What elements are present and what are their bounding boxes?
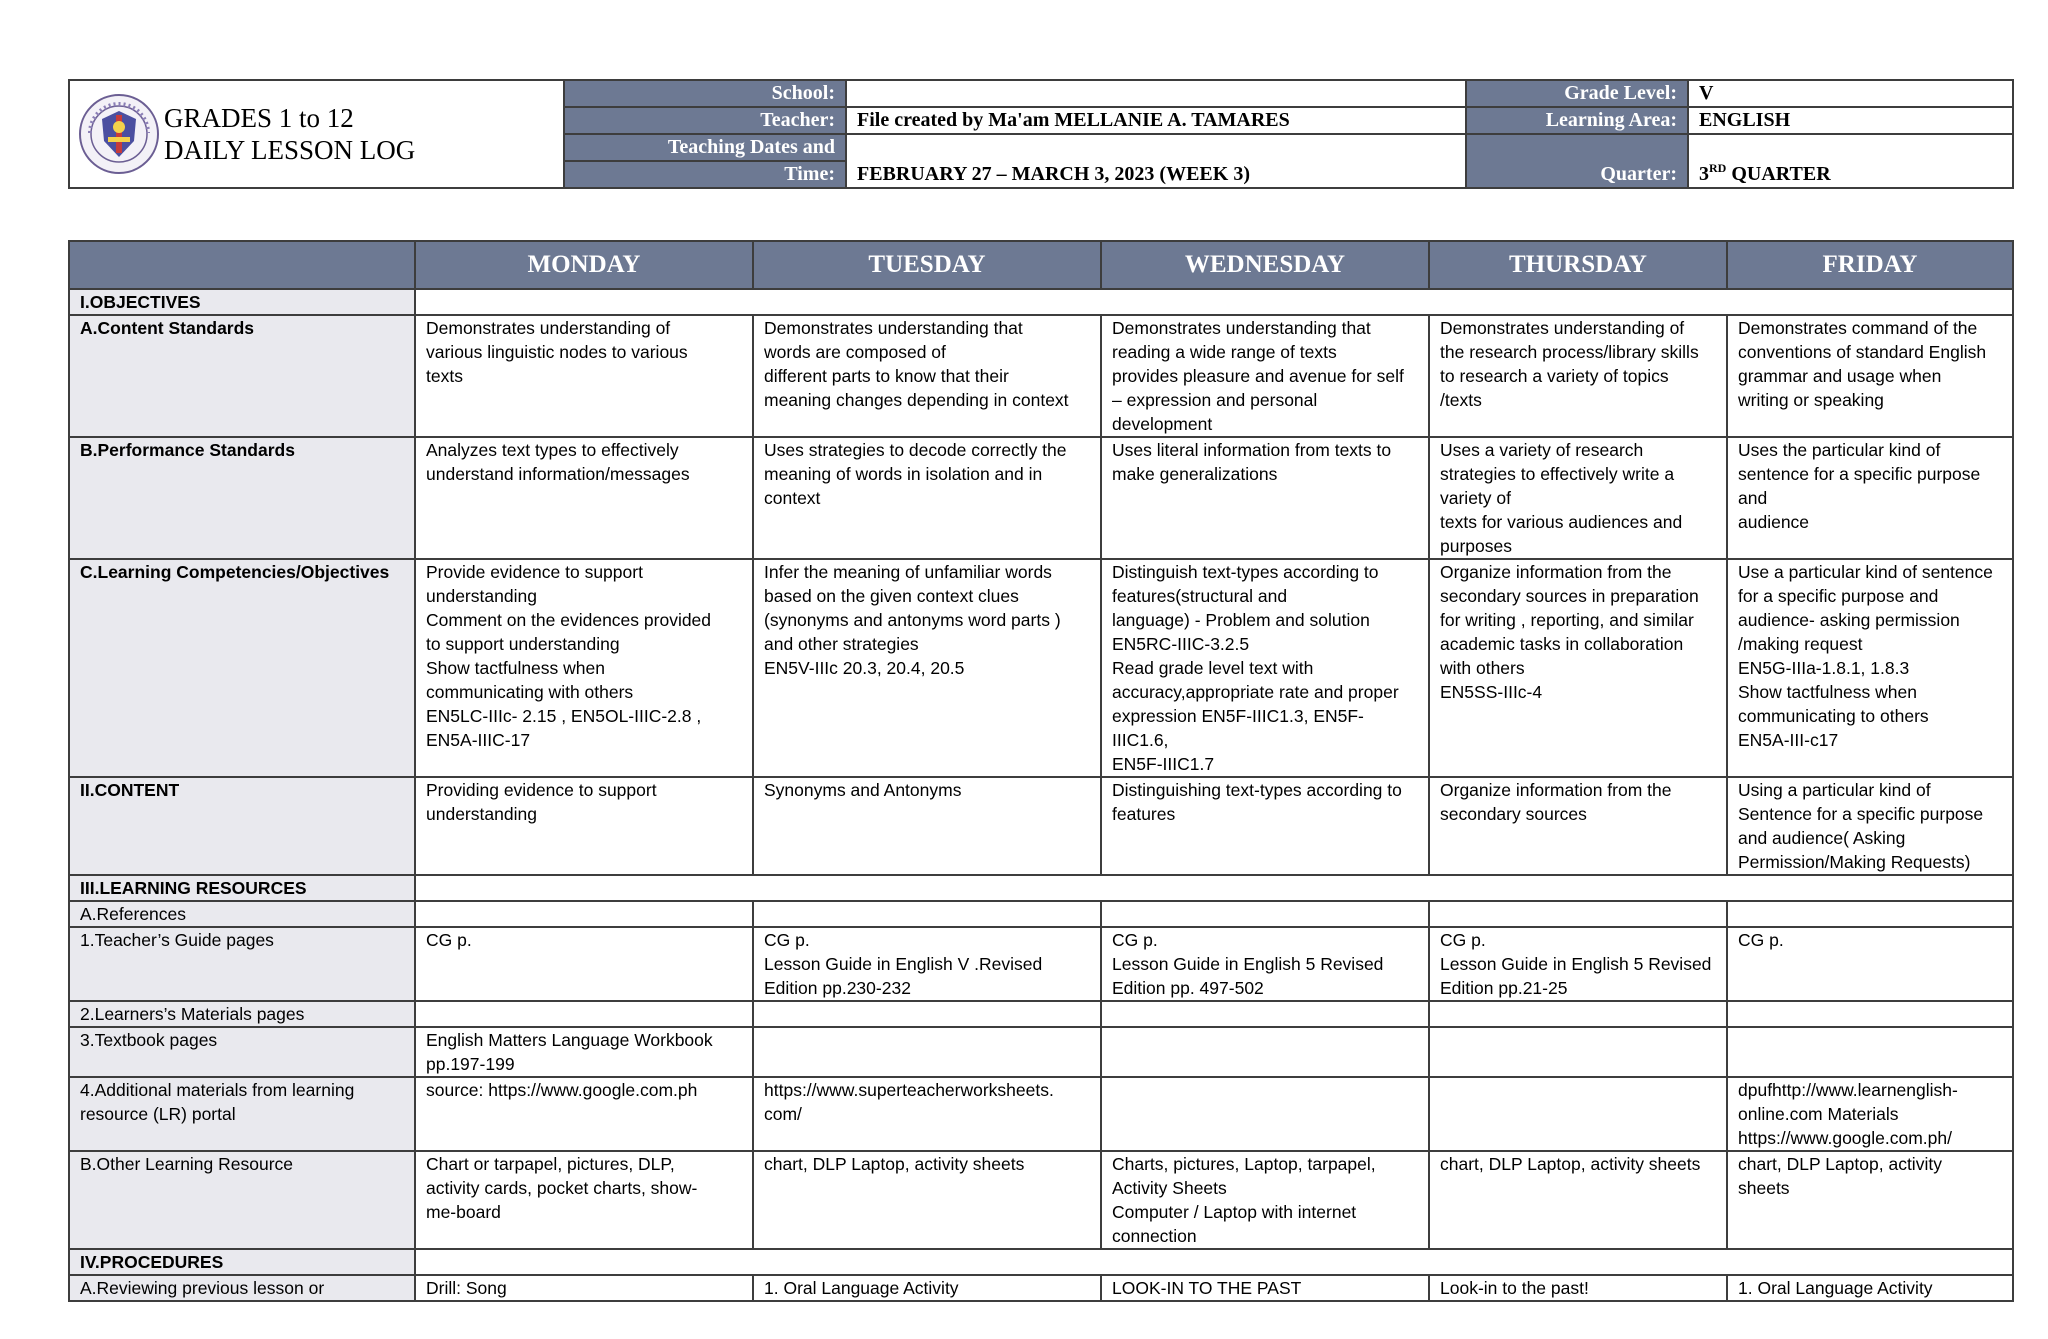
lesson-log-table bbox=[68, 240, 2014, 1302]
section-resources: III.LEARNING RESOURCES bbox=[69, 875, 415, 901]
content-friday: Using a particular kind of Sentence for a specific purpose and audience( Asking Permission/Making Requests) bbox=[1727, 777, 2013, 875]
lm-pages-wednesday bbox=[1101, 1001, 1429, 1027]
textbook-pages-friday bbox=[1727, 1027, 2013, 1077]
performance-standards-friday: Uses the particular kind of sentence for a specific purpose and audience bbox=[1727, 437, 2013, 559]
teacher-label: Teacher: bbox=[564, 107, 846, 134]
competencies-tuesday: Infer the meaning of unfamiliar words based on the given context clues (synonyms and antonyms word parts ) and other strategies EN5V-IIIc 20.3, 20.4, 20.5 bbox=[753, 559, 1101, 777]
content-thursday: Organize information from the secondary sources bbox=[1429, 777, 1727, 875]
deped-seal-icon bbox=[78, 93, 160, 175]
textbook-pages-wednesday bbox=[1101, 1027, 1429, 1077]
reviewing-monday: Drill: Song bbox=[415, 1275, 753, 1301]
tg-pages-thursday: CG p. Lesson Guide in English 5 Revised Edition pp.21-25 bbox=[1429, 927, 1727, 1001]
title-line1: GRADES 1 to 12 bbox=[164, 103, 354, 133]
section-objectives-fill bbox=[415, 289, 2013, 315]
performance-standards-wednesday: Uses literal information from texts to make generalizations bbox=[1101, 437, 1429, 559]
additional-materials-tuesday: https://www.superteacherworksheets. com/ bbox=[753, 1077, 1101, 1151]
reviewing-friday: 1. Oral Language Activity bbox=[1727, 1275, 2013, 1301]
section-resources-fill bbox=[415, 875, 2013, 901]
row-label-additional-materials: 4.Additional materials from learning resource (LR) portal bbox=[69, 1077, 415, 1151]
quarter-label: Quarter: bbox=[1466, 134, 1688, 188]
dates-label-line1: Teaching Dates and bbox=[564, 134, 846, 161]
content-monday: Providing evidence to support understanding bbox=[415, 777, 753, 875]
lm-pages-monday bbox=[415, 1001, 753, 1027]
tg-pages-monday: CG p. bbox=[415, 927, 753, 1001]
section-content: II.CONTENT bbox=[69, 777, 415, 875]
references-tuesday bbox=[753, 901, 1101, 927]
section-objectives: I.OBJECTIVES bbox=[69, 289, 415, 315]
additional-materials-monday: source: https://www.google.com.ph bbox=[415, 1077, 753, 1151]
references-friday bbox=[1727, 901, 2013, 927]
quarter-suffix: RD bbox=[1709, 161, 1727, 175]
day-header-wednesday: WEDNESDAY bbox=[1101, 241, 1429, 289]
competencies-friday: Use a particular kind of sentence for a specific purpose and audience- asking permission /making request EN5G-IIIa-1.8.1, 1.8.3 Show tactfulness when communicating to others EN5A-III-c17 bbox=[1727, 559, 2013, 777]
day-header-blank bbox=[69, 241, 415, 289]
other-resources-monday: Chart or tarpapel, pictures, DLP, activity cards, pocket charts, show- me-board bbox=[415, 1151, 753, 1249]
row-label-lm-pages: 2.Learners’s Materials pages bbox=[69, 1001, 415, 1027]
teacher-value: File created by Ma'am MELLANIE A. TAMARES bbox=[846, 107, 1466, 134]
title-cell bbox=[69, 80, 564, 188]
school-label: School: bbox=[564, 80, 846, 107]
reviewing-tuesday: 1. Oral Language Activity bbox=[753, 1275, 1101, 1301]
learning-area-label: Learning Area: bbox=[1466, 107, 1688, 134]
row-label-reviewing: A.Reviewing previous lesson or bbox=[69, 1275, 415, 1301]
content-tuesday: Synonyms and Antonyms bbox=[753, 777, 1101, 875]
row-label-performance-standards: B.Performance Standards bbox=[69, 437, 415, 559]
textbook-pages-tuesday bbox=[753, 1027, 1101, 1077]
reviewing-thursday: Look-in to the past! bbox=[1429, 1275, 1727, 1301]
quarter-value bbox=[1688, 134, 2013, 188]
lm-pages-tuesday bbox=[753, 1001, 1101, 1027]
performance-standards-monday: Analyzes text types to effectively understand information/messages bbox=[415, 437, 753, 559]
other-resources-thursday: chart, DLP Laptop, activity sheets bbox=[1429, 1151, 1727, 1249]
performance-standards-thursday: Uses a variety of research strategies to effectively write a variety of texts for various audiences and purposes bbox=[1429, 437, 1727, 559]
tg-pages-tuesday: CG p. Lesson Guide in English V .Revised Edition pp.230-232 bbox=[753, 927, 1101, 1001]
quarter-word: QUARTER bbox=[1731, 163, 1831, 185]
performance-standards-tuesday: Uses strategies to decode correctly the meaning of words in isolation and in context bbox=[753, 437, 1101, 559]
tg-pages-friday: CG p. bbox=[1727, 927, 2013, 1001]
other-resources-tuesday: chart, DLP Laptop, activity sheets bbox=[753, 1151, 1101, 1249]
content-standards-monday: Demonstrates understanding of various linguistic nodes to various texts bbox=[415, 315, 753, 437]
tg-pages-wednesday: CG p. Lesson Guide in English 5 Revised Edition pp. 497-502 bbox=[1101, 927, 1429, 1001]
section-procedures-fill bbox=[415, 1249, 2013, 1275]
day-header-tuesday: TUESDAY bbox=[753, 241, 1101, 289]
content-standards-friday: Demonstrates command of the conventions of standard English grammar and usage when writing or speaking bbox=[1727, 315, 2013, 437]
additional-materials-wednesday bbox=[1101, 1077, 1429, 1151]
row-label-tg-pages: 1.Teacher’s Guide pages bbox=[69, 927, 415, 1001]
header-table bbox=[68, 79, 2014, 189]
school-value bbox=[846, 80, 1466, 107]
section-procedures: IV.PROCEDURES bbox=[69, 1249, 415, 1275]
day-header-thursday: THURSDAY bbox=[1429, 241, 1727, 289]
row-label-competencies: C.Learning Competencies/Objectives bbox=[69, 559, 415, 777]
learning-area-value: ENGLISH bbox=[1688, 107, 2013, 134]
row-label-other-resources: B.Other Learning Resource bbox=[69, 1151, 415, 1249]
quarter-ordinal: 3 bbox=[1699, 163, 1709, 185]
additional-materials-thursday bbox=[1429, 1077, 1727, 1151]
dates-value: FEBRUARY 27 – MARCH 3, 2023 (WEEK 3) bbox=[846, 134, 1466, 188]
grade-level-label: Grade Level: bbox=[1466, 80, 1688, 107]
competencies-monday: Provide evidence to support understanding Comment on the evidences provided to support understanding Show tactfulness when communicating with others EN5LC-IIIc- 2.15 , EN5OL-IIIC-2.8 , EN5A-IIIC-17 bbox=[415, 559, 753, 777]
references-wednesday bbox=[1101, 901, 1429, 927]
competencies-thursday: Organize information from the secondary sources in preparation for writing , reporting, and similar academic tasks in collaboration with others EN5SS-IIIc-4 bbox=[1429, 559, 1727, 777]
title-line2: DAILY LESSON LOG bbox=[164, 135, 416, 165]
day-header-friday: FRIDAY bbox=[1727, 241, 2013, 289]
grade-level-value: V bbox=[1688, 80, 2013, 107]
content-standards-tuesday: Demonstrates understanding that words are composed of different parts to know that their meaning changes depending in context bbox=[753, 315, 1101, 437]
lm-pages-friday bbox=[1727, 1001, 2013, 1027]
row-label-content-standards: A.Content Standards bbox=[69, 315, 415, 437]
references-thursday bbox=[1429, 901, 1727, 927]
row-label-references: A.References bbox=[69, 901, 415, 927]
row-label-textbook-pages: 3.Textbook pages bbox=[69, 1027, 415, 1077]
lm-pages-thursday bbox=[1429, 1001, 1727, 1027]
additional-materials-friday: dpufhttp://www.learnenglish- online.com Materials https://www.google.com.ph/ bbox=[1727, 1077, 2013, 1151]
dates-label-line2: Time: bbox=[564, 161, 846, 188]
reviewing-wednesday: LOOK-IN TO THE PAST bbox=[1101, 1275, 1429, 1301]
textbook-pages-thursday bbox=[1429, 1027, 1727, 1077]
competencies-wednesday: Distinguish text-types according to features(structural and language) - Problem and solution EN5RC-IIIC-3.2.5 Read grade level text with accuracy,appropriate rate and proper expression EN5F-IIIC1.3, EN5F-IIIC1.6, EN5F-IIIC1.7 bbox=[1101, 559, 1429, 777]
other-resources-friday: chart, DLP Laptop, activity sheets bbox=[1727, 1151, 2013, 1249]
content-standards-thursday: Demonstrates understanding of the research process/library skills to research a variety of topics /texts bbox=[1429, 315, 1727, 437]
references-monday bbox=[415, 901, 753, 927]
day-header-monday: MONDAY bbox=[415, 241, 753, 289]
content-standards-wednesday: Demonstrates understanding that reading a wide range of texts provides pleasure and avenue for self – expression and personal development bbox=[1101, 315, 1429, 437]
textbook-pages-monday: English Matters Language Workbook pp.197-199 bbox=[415, 1027, 753, 1077]
other-resources-wednesday: Charts, pictures, Laptop, tarpapel, Activity Sheets Computer / Laptop with internet connection bbox=[1101, 1151, 1429, 1249]
content-wednesday: Distinguishing text-types according to features bbox=[1101, 777, 1429, 875]
